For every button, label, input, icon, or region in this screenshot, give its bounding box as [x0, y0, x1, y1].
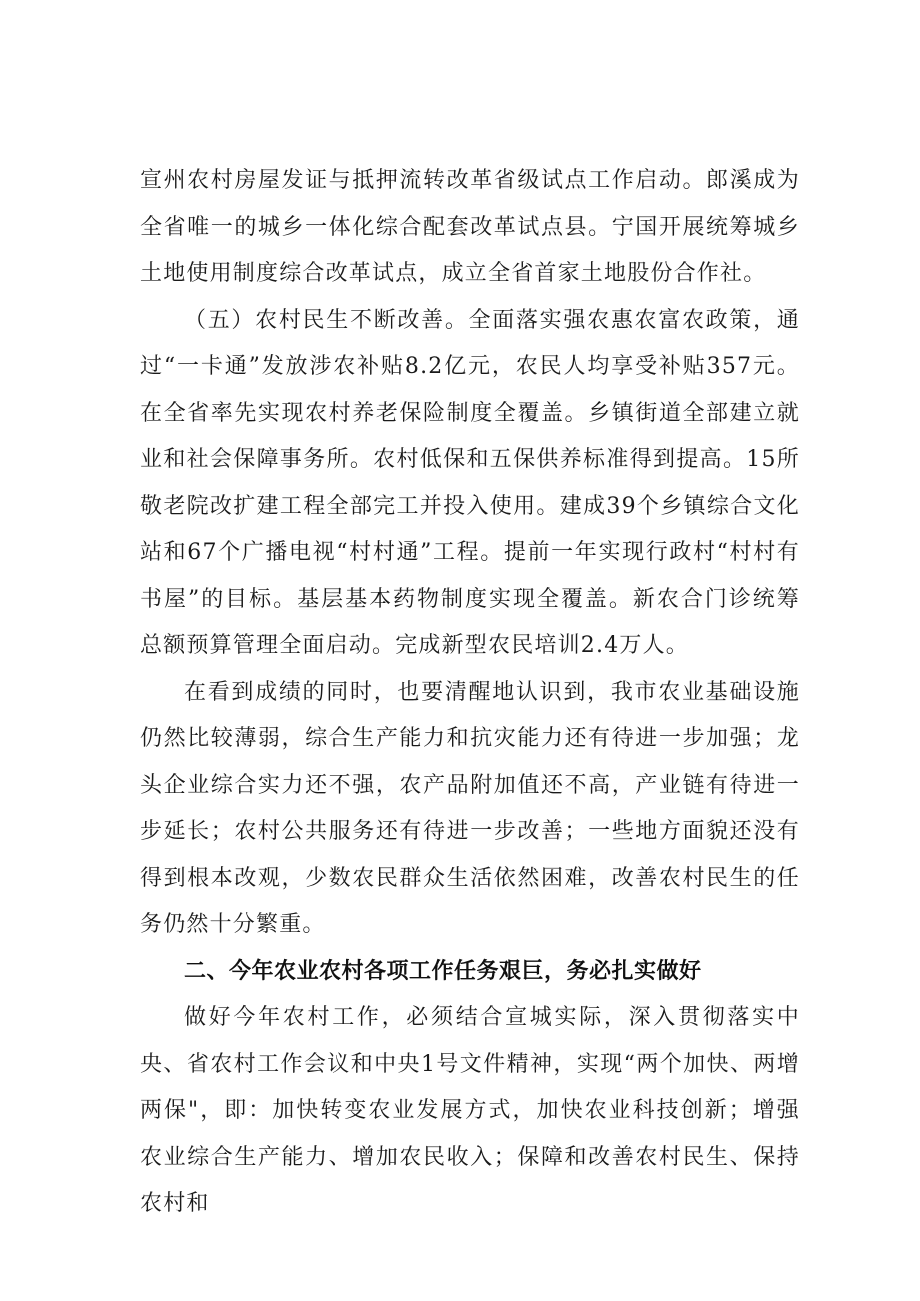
- document-body: [140, 158, 800, 1228]
- paragraph-reform-pilots: 宣州农村房屋发证与抵押流转改革省级试点工作启动。郎溪成为全省唯一的城乡一体化综合配套改革试点县。宁国开展统筹城乡土地使用制度综合改革试点，成立全省首家土地股份合作社。: [140, 168, 800, 286]
- paragraph-this-year-work: 做好今年农村工作，必须结合宣城实际，深入贯彻落实中央、省农村工作会议和中央1号文件精神，实现“两个加快、两增两保"，即：加快转变农业发展方式，加快农业科技创新；增强农业综合生产能力、增加农民收入；保障和改善农村民生、保持农村和: [140, 1005, 800, 1216]
- paragraph-weaknesses: 在看到成绩的同时，也要清醒地认识到，我市农业基础设施仍然比较薄弱，综合生产能力和抗灾能力还有待进一步加强；龙头企业综合实力还不强，农产品附加值还不高，产业链有待进一步延长；农村公共服务还有待进一步改善；一些地方面貌还没有得到根本改观，少数农民群众生活依然困难，改善农村民生的任务仍然十分繁重。: [140, 679, 800, 937]
- paragraph-rural-livelihood: （五）农村民生不断改善。全面落实强农惠农富农政策，通过“一卡通”发放涉农补贴8.2亿元，农民人均享受补贴357元。在全省率先实现农村养老保险制度全覆盖。乡镇街道全部建立就业和社会保障事务所。农村低保和五保供养标准得到提高。15所敬老院改扩建工程全部完工并投入使用。建成39个乡镇综合文化站和67个广播电视“村村通”工程。提前一年实现行政村“村村有书屋”的目标。基层基本药物制度实现全覆盖。新农合门诊统筹总额预算管理全面启动。完成新型农民培训2.4万人。: [140, 307, 800, 658]
- section-heading-two: 二、今年农业农村各项工作任务艰巨，务必扎实做好: [184, 958, 702, 984]
